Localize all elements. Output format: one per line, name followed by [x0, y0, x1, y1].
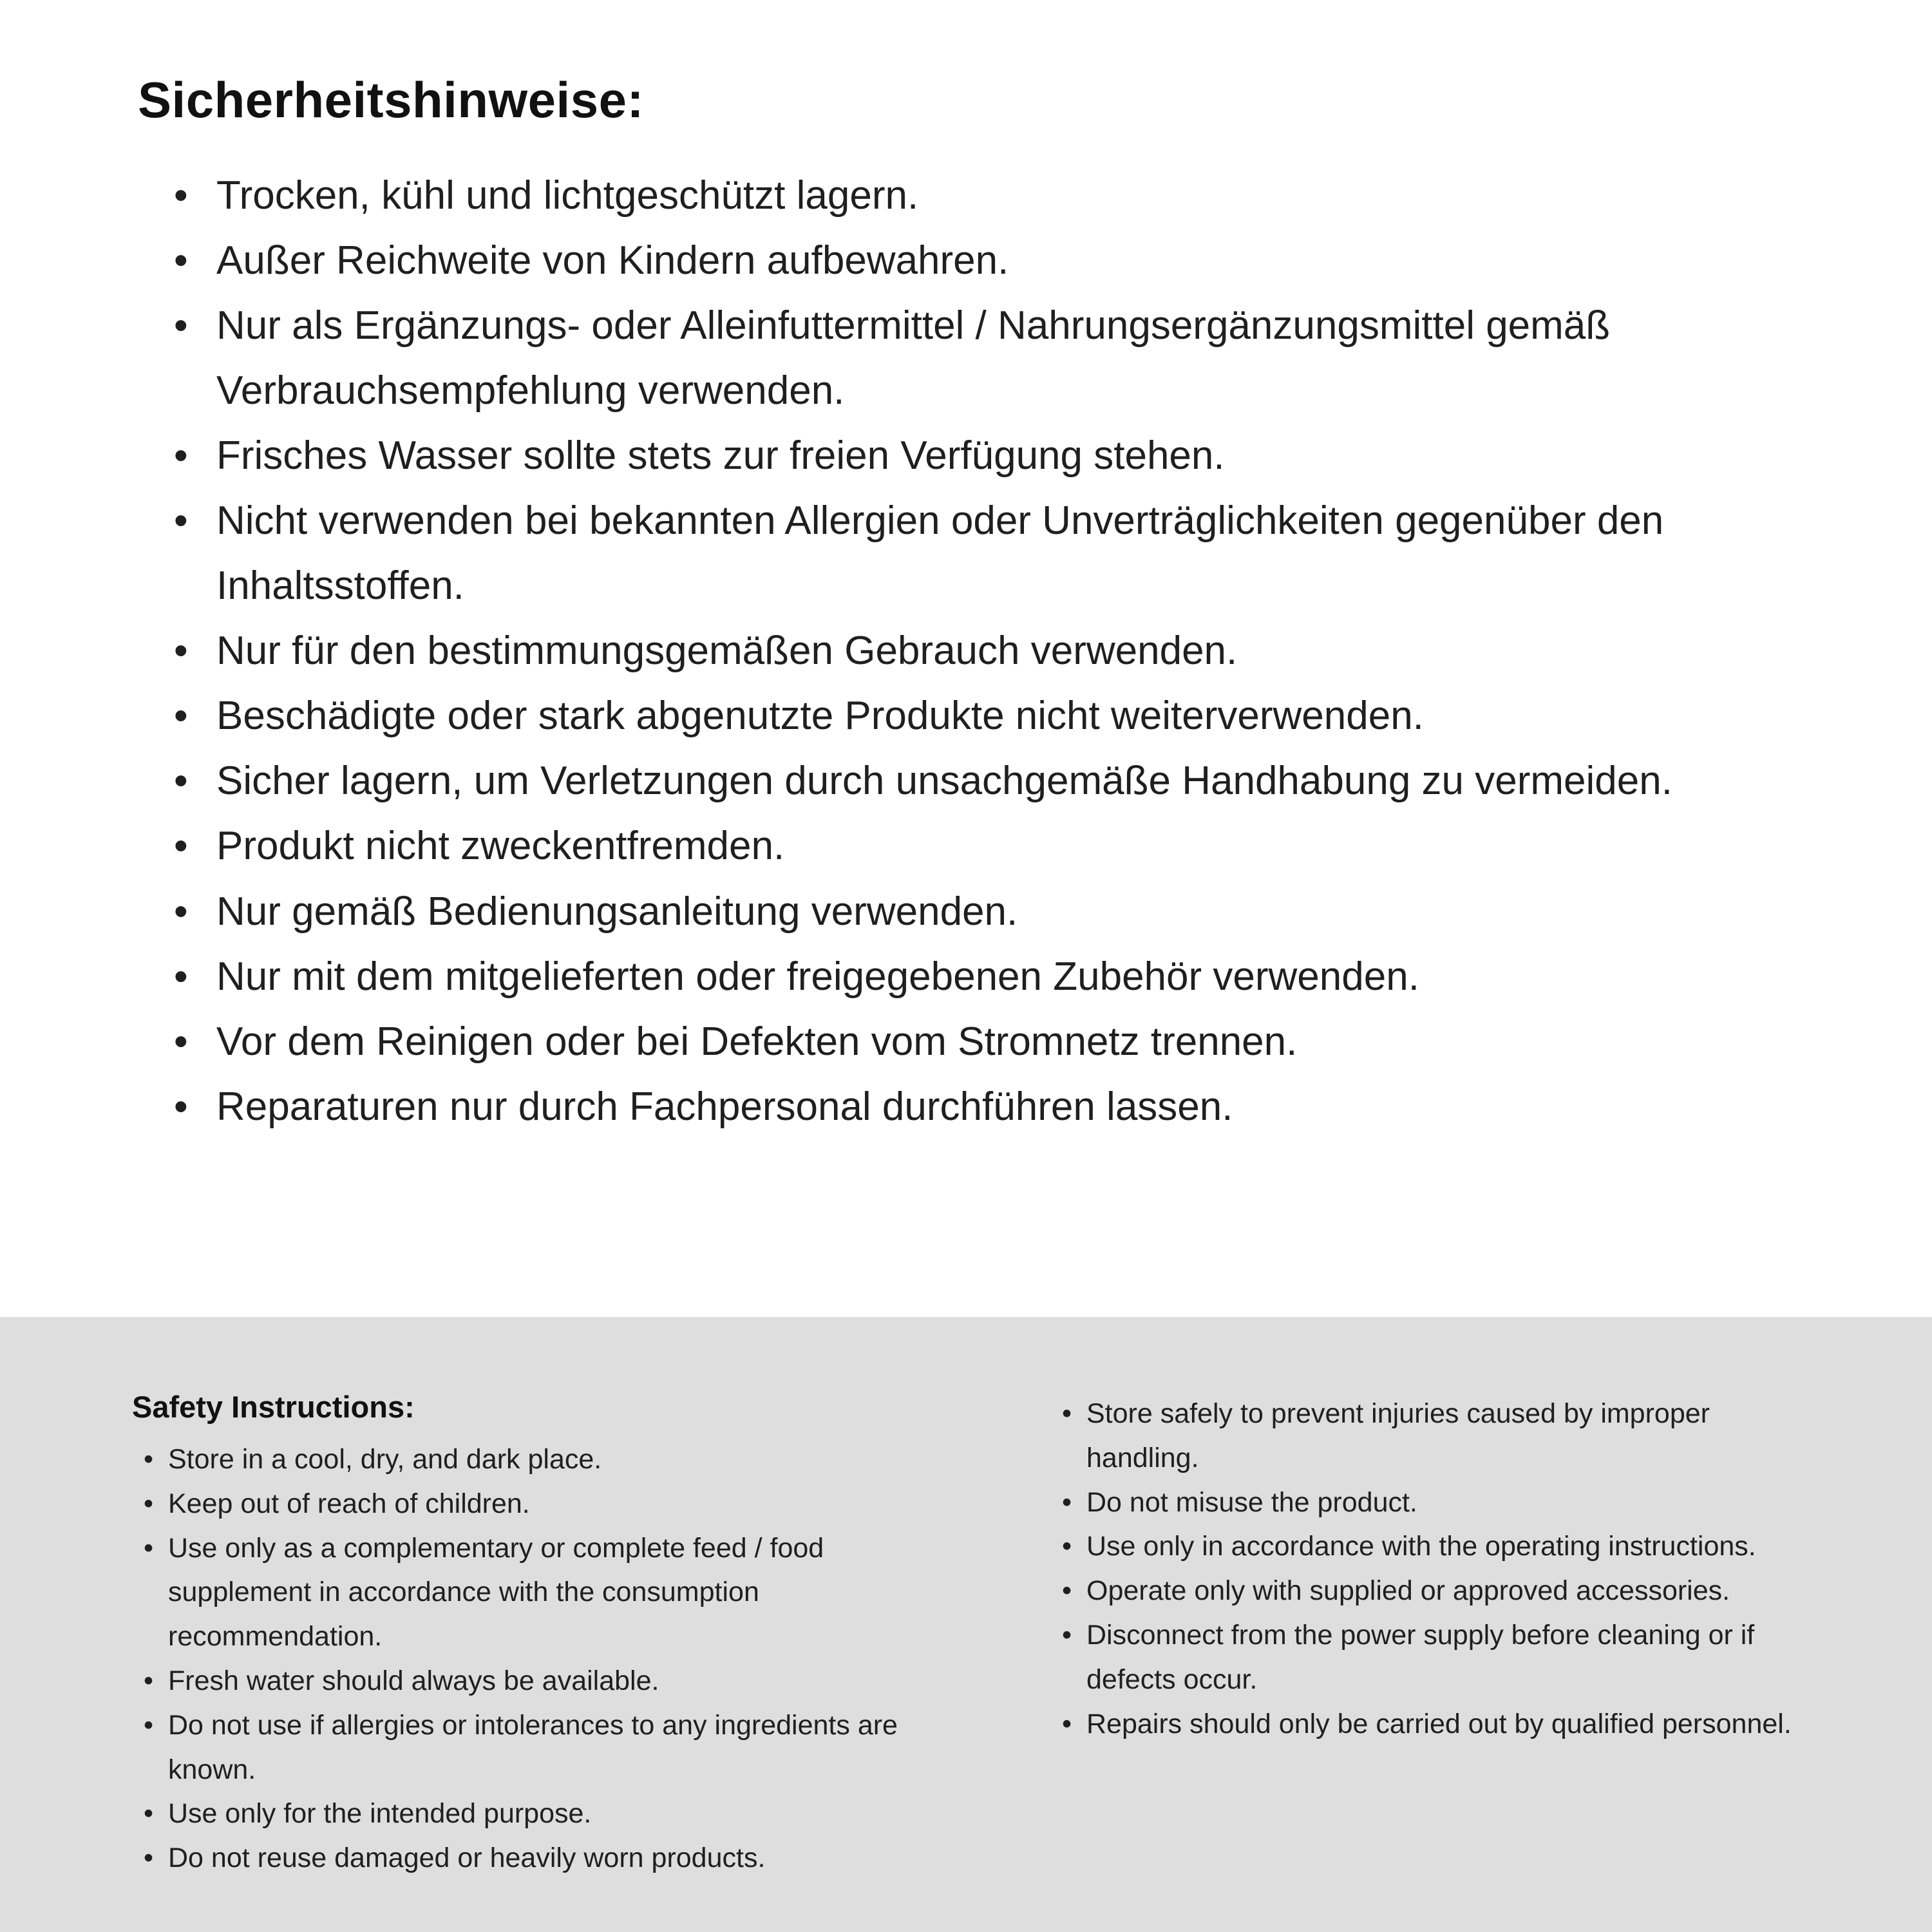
english-left-column: [132, 1389, 969, 1932]
english-safety-list-left: [132, 1437, 969, 1880]
list-item: • Use only for the intended purpose.: [141, 1792, 969, 1836]
list-item: • Do not reuse damaged or heavily worn products.: [141, 1836, 969, 1880]
english-section-title: Safety Instructions:: [132, 1390, 415, 1424]
list-item: • Disconnect from the power supply before cleaning or if defects occur.: [1059, 1613, 1823, 1702]
english-safety-list-right: [1059, 1392, 1823, 1746]
list-item: • Außer Reichweite von Kindern aufbewahren.: [174, 228, 1810, 293]
list-item: • Store in a cool, dry, and dark place.: [141, 1437, 969, 1482]
german-section-title: Sicherheitshinweise:: [138, 71, 644, 128]
english-safety-section: [0, 1317, 1932, 1932]
list-item: • Store safely to prevent injuries caused by improper handling.: [1059, 1392, 1823, 1481]
list-item: • Beschädigte oder stark abgenutzte Produkte nicht weiterverwenden.: [174, 683, 1810, 748]
list-item: • Do not use if allergies or intolerances to any ingredients are known.: [141, 1703, 969, 1792]
list-item: • Reparaturen nur durch Fachpersonal durchführen lassen.: [174, 1074, 1810, 1139]
list-item: • Nur gemäß Bedienungsanleitung verwenden.: [174, 879, 1810, 944]
list-item: • Produkt nicht zweckentfremden.: [174, 813, 1810, 878]
list-item: • Operate only with supplied or approved accessories.: [1059, 1569, 1823, 1613]
list-item: • Nur mit dem mitgelieferten oder freigegebenen Zubehör verwenden.: [174, 944, 1810, 1009]
list-item: • Do not misuse the product.: [1059, 1481, 1823, 1525]
list-item: • Vor dem Reinigen oder bei Defekten vom Stromnetz trennen.: [174, 1009, 1810, 1074]
list-item: • Trocken, kühl und lichtgeschützt lagern.: [174, 163, 1810, 228]
english-right-column: [1059, 1389, 1823, 1932]
list-item: • Use only as a complementary or complete feed / food supplement in accordance with the consumption recommendation.: [141, 1526, 969, 1659]
list-item: • Nur als Ergänzungs- oder Alleinfuttermittel / Nahrungsergänzungsmittel gemäß Verbrauchsempfehlung verwenden.: [174, 293, 1810, 423]
list-item: • Frisches Wasser sollte stets zur freien Verfügung stehen.: [174, 423, 1810, 488]
list-item: • Use only in accordance with the operating instructions.: [1059, 1524, 1823, 1569]
list-item: • Keep out of reach of children.: [141, 1482, 969, 1526]
list-item: • Repairs should only be carried out by qualified personnel.: [1059, 1702, 1823, 1747]
list-item: • Nur für den bestimmungsgemäßen Gebrauch verwenden.: [174, 618, 1810, 683]
list-item: • Fresh water should always be available.: [141, 1659, 969, 1703]
list-item: • Sicher lagern, um Verletzungen durch unsachgemäße Handhabung zu vermeiden.: [174, 748, 1810, 813]
german-safety-list: [138, 163, 1810, 1139]
list-item: • Nicht verwenden bei bekannten Allergien oder Unverträglichkeiten gegenüber den Inhaltsstoffen.: [174, 488, 1810, 618]
